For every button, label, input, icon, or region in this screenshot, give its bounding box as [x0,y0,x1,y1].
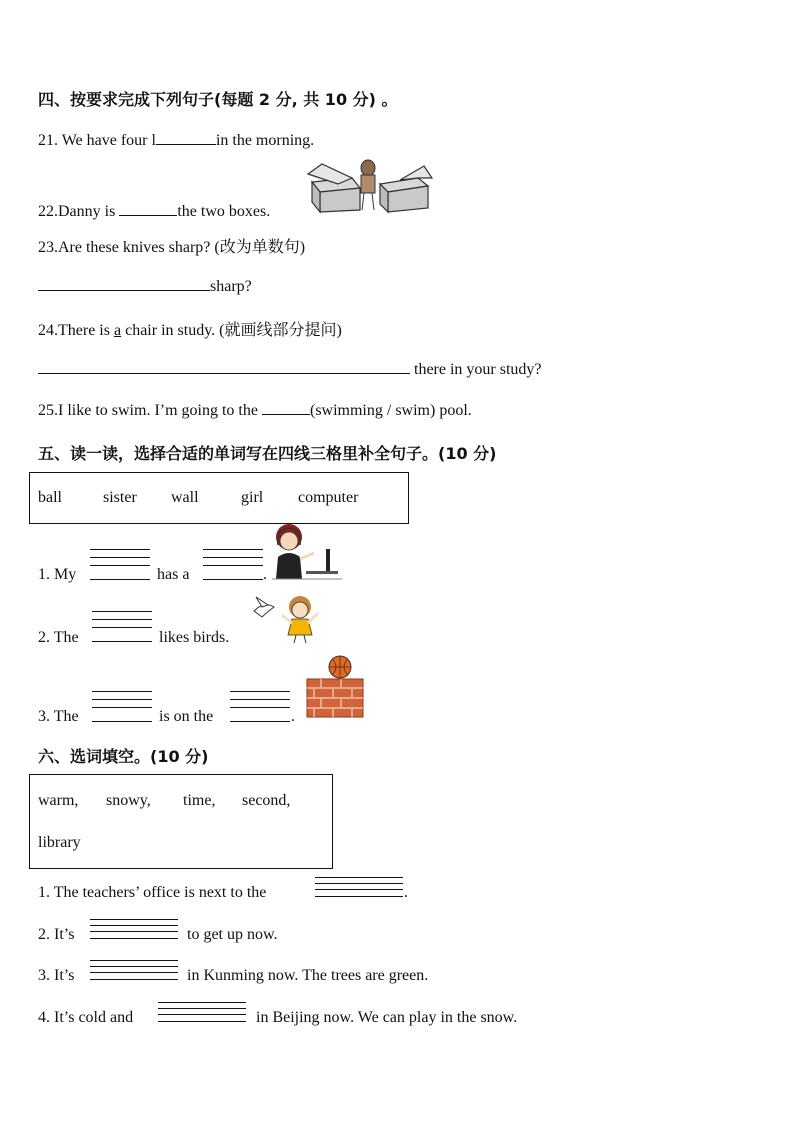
s5-sentence-1-writing-lines-2[interactable] [203,549,263,581]
section-4-heading: 四、按要求完成下列句子(每题 2 分, 共 10 分) 。 [38,90,398,109]
q22-text-a: 22.Danny is [38,203,116,220]
s5-sentence-2-b: likes birds. [159,629,230,646]
s6-sentence-3-b: in Kunming now. The trees are green. [187,967,429,984]
q25-text-a: 25.I like to swim. I’m going to the [38,402,258,419]
word-bank-5-word-5: computer [298,489,359,506]
s6-sentence-1-b: . [404,884,408,901]
q25-text-b: (swimming / swim) pool. [309,402,472,419]
ball-on-wall-image [306,655,364,719]
s6-sentence-4-b: in Beijing now. We can play in the snow. [256,1009,518,1026]
s6-sentence-3-a: 3. It’s [38,967,75,984]
q22-blank[interactable] [119,201,177,216]
question-23: 23.Are these knives sharp? (改为单数句) [38,239,306,256]
s5-sentence-3-writing-lines-1[interactable] [92,691,152,723]
word-bank-5-word-4: girl [241,489,264,506]
q23-blank[interactable] [38,276,210,291]
question-23-answer [38,276,252,296]
q24-text-b: chair in study. (就画线部分提问) [125,322,342,339]
question-24-answer [38,359,542,379]
boy-between-boxes-image [308,158,432,214]
s5-sentence-1-a: 1. My [38,566,77,583]
s5-sentence-1-c: . [263,566,267,583]
word-bank-5-word-3: wall [171,489,199,506]
s5-sentence-1-b: has a [157,566,190,583]
word-bank-6-word-2: snowy, [106,792,151,809]
word-bank-5-word-2: sister [103,489,137,506]
word-bank-box-6 [29,774,333,869]
q24-answer-text: there in your study? [414,361,542,378]
q22-text-b: the two boxes. [177,203,271,220]
s6-sentence-1-writing-lines[interactable] [315,877,403,897]
q23-answer-text: sharp? [210,278,252,295]
s6-sentence-1-a: 1. The teachers’ office is next to the [38,884,267,901]
s6-sentence-2-b: to get up now. [187,926,278,943]
question-25 [38,400,472,420]
s5-sentence-2-writing-lines[interactable] [92,611,152,643]
q24-blank[interactable] [38,359,410,374]
q21-text-a: 21. We have four l [38,132,156,149]
section-5-heading: 五、读一读，选择合适的单词写在四线三格里补全句子。(10 分) [38,444,497,463]
s5-sentence-1-writing-lines-1[interactable] [90,549,150,581]
question-24 [38,317,342,340]
girl-computer-image [272,523,342,581]
q21-text-b: in the morning. [215,132,315,149]
word-bank-6-word-5: library [38,834,81,851]
s6-sentence-3-writing-lines[interactable] [90,960,178,980]
q24-underlined-word: a [113,322,122,339]
q25-blank[interactable] [262,400,310,415]
section-6-heading: 六、选词填空。(10 分) [38,747,209,766]
word-bank-6-word-1: warm, [38,792,79,809]
question-22 [38,201,270,221]
q21-blank[interactable] [156,130,216,145]
s6-sentence-4-writing-lines[interactable] [158,1002,246,1022]
s5-sentence-3-b: is on the [159,708,214,725]
s6-sentence-2-writing-lines[interactable] [90,919,178,939]
s6-sentence-4-a: 4. It’s cold and [38,1009,134,1026]
s5-sentence-2-a: 2. The [38,629,79,646]
s6-sentence-2-a: 2. It’s [38,926,75,943]
s5-sentence-3-writing-lines-2[interactable] [230,691,290,723]
question-21 [38,130,314,150]
word-bank-6-word-3: time, [183,792,216,809]
word-bank-6-word-4: second, [242,792,291,809]
word-bank-5-word-1: ball [38,489,62,506]
s5-sentence-3-c: . [291,708,295,725]
q24-text-a: 24.There is [38,322,110,339]
s5-sentence-3-a: 3. The [38,708,79,725]
girl-bird-image [252,593,324,643]
